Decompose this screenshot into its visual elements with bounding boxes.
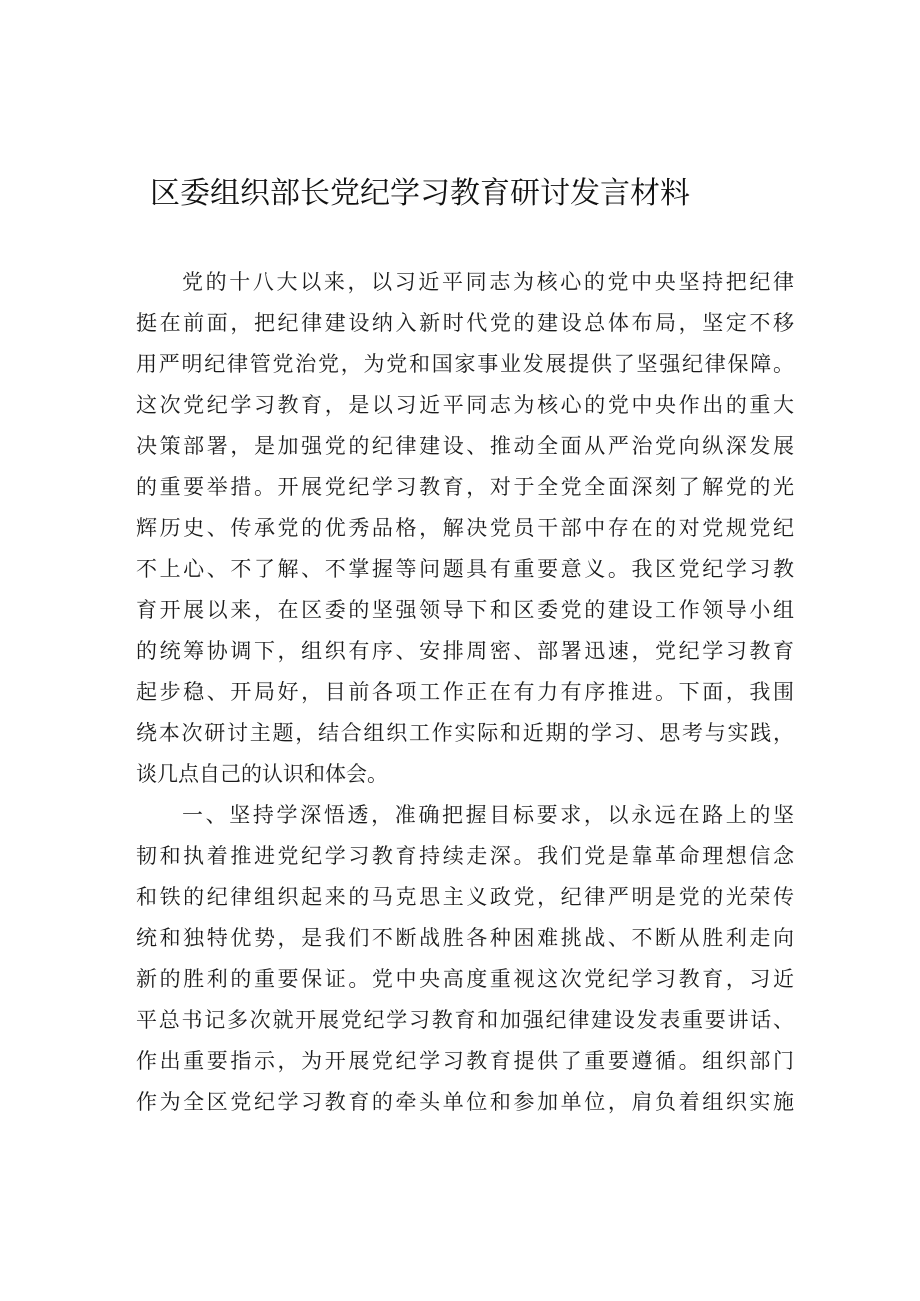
paragraph-line: 的重要举措。开展党纪学习教育，对于全党全面深刻了解党的光	[136, 475, 794, 499]
paragraph-line: 党的十八大以来，以习近平同志为核心的党中央坚持把纪律	[182, 270, 794, 294]
paragraph-line: 韧和执着推进党纪学习教育持续走深。我们党是靠革命理想信念	[136, 844, 794, 868]
paragraph-line: 平总书记多次就开展党纪学习教育和加强纪律建设发表重要讲话、	[136, 1008, 794, 1032]
paragraph-line: 这次党纪学习教育，是以习近平同志为核心的党中央作出的重大	[136, 393, 794, 417]
paragraph-line: 新的胜利的重要保证。党中央高度重视这次党纪学习教育，习近	[136, 967, 794, 991]
paragraph-line: 的统筹协调下，组织有序、安排周密、部署迅速，党纪学习教育	[136, 639, 794, 663]
paragraph-line: 谈几点自己的认识和体会。	[136, 762, 388, 786]
paragraph-line: 作出重要指示，为开展党纪学习教育提供了重要遵循。组织部门	[136, 1049, 794, 1073]
document-title: 区委组织部长党纪学习教育研讨发言材料	[150, 176, 690, 211]
paragraph-intro	[136, 262, 794, 795]
paragraph-line: 作为全区党纪学习教育的牵头单位和参加单位，肩负着组织实施	[136, 1090, 794, 1114]
paragraph-line: 用严明纪律管党治党，为党和国家事业发展提供了坚强纪律保障。	[136, 352, 794, 376]
paragraph-line: 育开展以来，在区委的坚强领导下和区委党的建设工作领导小组	[136, 598, 794, 622]
paragraph-line: 辉历史、传承党的优秀品格，解决党员干部中存在的对党规党纪	[136, 516, 794, 540]
paragraph-line: 挺在前面，把纪律建设纳入新时代党的建设总体布局，坚定不移	[136, 311, 794, 335]
paragraph-line: 决策部署，是加强党的纪律建设、推动全面从严治党向纵深发展	[136, 434, 794, 458]
paragraph-line: 一、坚持学深悟透，准确把握目标要求，以永远在路上的坚	[182, 803, 794, 827]
paragraph-line: 不上心、不了解、不掌握等问题具有重要意义。我区党纪学习教	[136, 557, 794, 581]
paragraph-section-one	[136, 795, 794, 1123]
paragraph-line: 统和独特优势，是我们不断战胜各种困难挑战、不断从胜利走向	[136, 926, 794, 950]
paragraph-line: 和铁的纪律组织起来的马克思主义政党，纪律严明是党的光荣传	[136, 885, 794, 909]
document-body	[136, 262, 794, 1123]
paragraph-line: 起步稳、开局好，目前各项工作正在有力有序推进。下面，我围	[136, 680, 794, 704]
paragraph-line: 绕本次研讨主题，结合组织工作实际和近期的学习、思考与实践，	[136, 721, 794, 745]
